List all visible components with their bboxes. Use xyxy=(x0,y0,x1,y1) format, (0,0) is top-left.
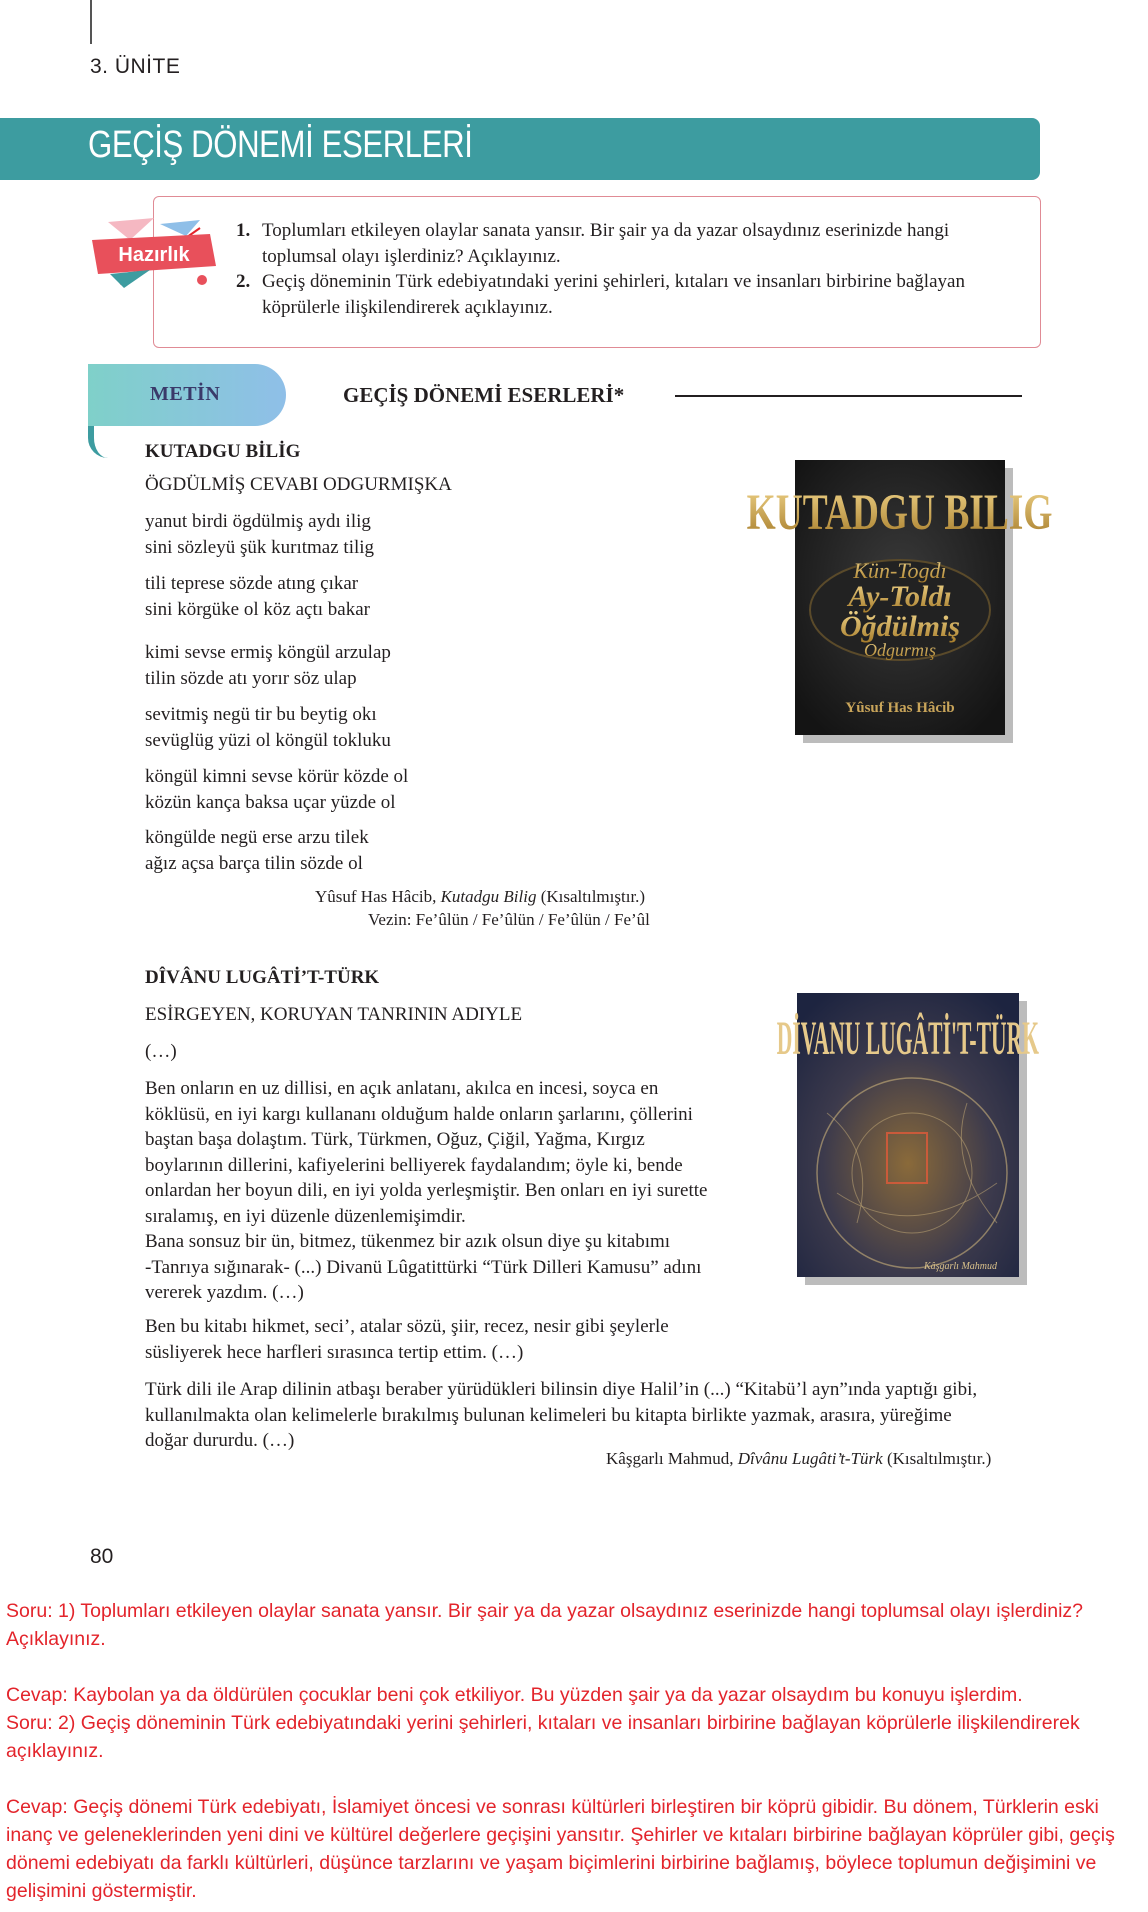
preparation-list xyxy=(236,218,1026,320)
metin-title: GEÇİŞ DÖNEMİ ESERLERİ* xyxy=(343,383,625,407)
couplet xyxy=(145,509,374,560)
answer-1: Cevap: Kaybolan ya da öldürülen çocuklar beni çok etkiliyor. Bu yüzden şair ya da yazar olsaydım bu konuyu işlerdim. xyxy=(6,1684,1023,1706)
text-line: Ben bu kitabı hikmet, seci’, atalar sözü, şiir, recez, nesir gibi şeylerle xyxy=(145,1316,669,1337)
kutadgu-meter: Vezin: Fe’ûlün / Fe’ûlün / Fe’ûlün / Fe’ûl xyxy=(368,910,650,929)
kutadgu-subheading: ÖGDÜLMİŞ CEVABI ODGURMIŞKA xyxy=(145,474,452,495)
text-line: baştan başa dolaştım. Türk, Türkmen, Oğuz, Çiğil, Yağma, Kırgız xyxy=(145,1129,645,1150)
metin-label: METİN xyxy=(150,383,221,405)
kutadgu-bilig-cover-image xyxy=(746,460,1053,743)
unit-label: 3. ÜNİTE xyxy=(90,55,181,78)
verse-line: sevitmiş negü tir bu beytig okı xyxy=(145,704,377,725)
source-author: Kâşgarlı Mahmud, xyxy=(606,1449,738,1468)
source-note: (Kısaltılmıştır.) xyxy=(536,887,646,906)
preparation-item xyxy=(236,269,1026,320)
text-line: vererek yazdım. (…) xyxy=(145,1282,304,1303)
source-work: Kutadgu Bilig xyxy=(440,887,537,906)
text-line: Ben onların en uz dillisi, en açık anlatanı, akılca en incesi, soyca en xyxy=(145,1078,659,1099)
kutadgu-source xyxy=(315,887,645,907)
verse-line: kimi sevse ermiş köngül arzulap xyxy=(145,642,391,663)
text-line: boylarının dillerini, kafiyelerini belliyerek faydalandım; öyle ki, bende xyxy=(145,1154,683,1176)
item-text: Toplumları etkileyen olaylar sanata yansır. Bir şair ya da yazar olsaydınız eserinizde hangi toplumsal olayı işlerdiniz? Açıklayınız. xyxy=(262,220,950,267)
source-work: Dîvânu Lugâti’t-Türk xyxy=(737,1449,883,1468)
text-line: doğar dururdu. (…) xyxy=(145,1430,295,1451)
cover-title: KUTADGU BILIG xyxy=(746,483,1053,541)
text-line: süsliyerek hece harfleri sırasınca tertip ettim. (…) xyxy=(145,1341,524,1363)
preparation-item xyxy=(236,218,1026,269)
verse-line: tili teprese sözde atıng çıkar xyxy=(145,573,359,594)
cover-author: Kâşgarlı Mahmud xyxy=(923,1261,997,1272)
item-number: 1. xyxy=(236,220,251,241)
couplet xyxy=(145,825,369,876)
text-line: kullanılmakta olan kelimelerle bırakılmış bulunan kelimeleri bu kitapta birlikte yazmak, arasıra, yüreğime xyxy=(145,1404,952,1426)
cover-author: Yûsuf Has Hâcib xyxy=(845,700,955,716)
verse-line: köngül kimni sevse körür közde ol xyxy=(145,766,409,787)
badge-decor-shape xyxy=(108,218,154,240)
verse-line: yanut birdi ögdülmiş aydı ilig xyxy=(145,511,371,532)
kutadgu-heading: KUTADGU BİLİG xyxy=(145,441,301,462)
section-title: GEÇİŞ DÖNEMİ ESERLERİ xyxy=(88,124,473,166)
divanu-ellipsis: (…) xyxy=(145,1041,177,1062)
cover-title: DİVANU LUGÂTİ'T-TÜRK xyxy=(776,1012,1039,1066)
title-rule xyxy=(675,395,1022,397)
text-line: -Tanrıya sığınarak- (...) Divanü Lûgatittürki “Türk Dilleri Kamusu” adını xyxy=(145,1256,702,1278)
page-number: 80 xyxy=(90,1545,114,1568)
text-line: sıralamış, en iyi düzenle düzenlemişimdir. xyxy=(145,1205,466,1227)
divanu-heading: DÎVÂNU LUGÂTİ’T-TÜRK xyxy=(145,967,380,988)
verse-line: sini körgüke ol köz açtı bakar xyxy=(145,598,370,620)
verse-line: köngülde negü erse arzu tilek xyxy=(145,827,369,848)
source-author: Yûsuf Has Hâcib, xyxy=(315,887,441,906)
badge-decor-shape xyxy=(160,220,200,236)
verse-line: ağız açsa barça tilin sözde ol xyxy=(145,852,363,874)
question-1: Soru: 1) Toplumları etkileyen olaylar sanata yansır. Bir şair ya da yazar olsaydınız eserinizde hangi toplumsal olayı işlerdiniz? Açıklayınız. xyxy=(6,1600,1084,1650)
verse-line: sini sözleyü şük kurıtmaz tilig xyxy=(145,536,375,558)
text-line: Türk dili ile Arap dilinin atbaşı beraber yürüdükleri bilinsin diye Halil’in (...) “Kitabü’l ayn”ında yaptığı gibi, xyxy=(145,1379,978,1400)
verse-line: közün kança baksa uçar yüzde ol xyxy=(145,791,396,813)
verse-line: sevüglüg yüzi ol köngül tokluku xyxy=(145,729,391,751)
divanu-source xyxy=(606,1449,991,1469)
divanu-paragraph xyxy=(145,1377,1045,1454)
badge-decor-dot xyxy=(197,275,207,285)
item-number: 2. xyxy=(236,271,251,292)
couplet xyxy=(145,640,391,691)
cover-subtitle: Kün-Togdı xyxy=(853,558,947,583)
couplet xyxy=(145,764,408,815)
verse-line: tilin sözde atı yorır söz ulap xyxy=(145,667,357,689)
divanu-paragraph xyxy=(145,1314,745,1365)
text-line: onlardan her boyun dili, en iyi yolda yerleşmiştir. Ben onları en iyi surette xyxy=(145,1180,708,1201)
cover-subtitle: Ay-Toldı xyxy=(848,580,952,613)
top-rule xyxy=(90,0,92,44)
badge-label: Hazırlık xyxy=(118,244,190,266)
source-note: (Kısaltılmıştır.) xyxy=(882,1449,992,1468)
divanu-lugatit-turk-cover-image xyxy=(776,993,1039,1285)
couplet xyxy=(145,702,391,753)
cover-subtitle: Odgurmış xyxy=(863,640,937,660)
cover-subtitle: Öğdülmiş xyxy=(839,610,961,643)
divanu-paragraph xyxy=(145,1076,745,1306)
couplet xyxy=(145,571,370,622)
question-2: Soru: 2) Geçiş döneminin Türk edebiyatındaki yerini şehirleri, kıtaları ve insanları birbirine bağlayan köprülerle ilişkilendirerek açıklayınız. xyxy=(6,1712,1080,1762)
text-line: köklüsü, en iyi kargı kullananı olduğum halde onların şarlarını, çöllerini xyxy=(145,1103,693,1125)
answer-2: Cevap: Geçiş dönemi Türk edebiyatı, İslamiyet öncesi ve sonrası kültürleri birleştiren bir köprü gibidir. Bu dönem, Türklerin eski inanç ve geleneklerinden yeni dini ve kültürel değerlere geçişini yansıtır. Şehirler ve kıtaları birbirine bağlayan köprüler gibi, geçiş dönemi edebiyatı da farklı kültürleri, düşünce tarzlarını ve yaşam biçimlerini birbirine bağlamış, böylece toplumun değişimini ve gelişimini göstermiştir. xyxy=(6,1796,1115,1902)
text-line: Bana sonsuz bir ün, bitmez, tükenmez bir azık olsun diye şu kitabımı xyxy=(145,1231,671,1252)
divanu-subheading: ESİRGEYEN, KORUYAN TANRININ ADIYLE xyxy=(145,1004,523,1025)
item-text: Geçiş döneminin Türk edebiyatındaki yerini şehirleri, kıtaları ve insanları birbirine bağlayan köprülerle ilişkilendirerek açıklayınız. xyxy=(262,271,965,318)
preparation-badge xyxy=(90,218,218,290)
